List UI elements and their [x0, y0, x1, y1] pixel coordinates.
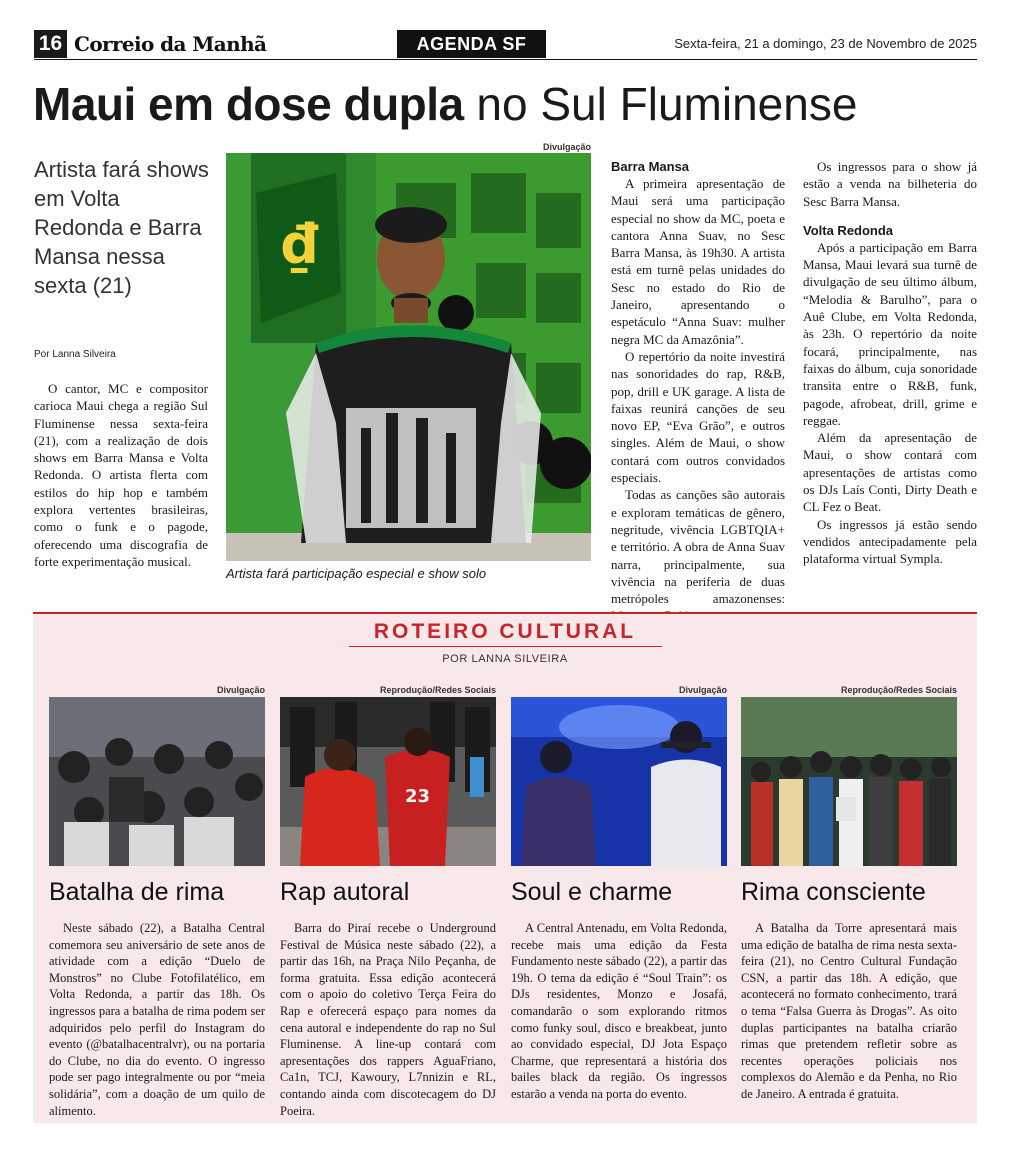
header-date: Sexta-feira, 21 a domingo, 23 de Novembro de 2025 — [674, 36, 977, 51]
card-photo-soul — [511, 697, 727, 866]
paragraph: Os ingressos para o show já estão a venda na bilheteria do Sesc Barra Mansa. — [803, 159, 977, 209]
card-credit: Divulgação — [216, 685, 265, 695]
card-photo-batalha — [49, 697, 265, 866]
page-number: 16 — [34, 30, 67, 58]
paragraph: Todas as canções são autorais e exploram temáticas de gênero, negritude, vivência LGBTQIA+ e território. A obra de Anna Suav narra, principalmente, sua vivência na periferia de duas metrópoles amazonenses: — [611, 487, 785, 607]
lead-column — [34, 380, 208, 570]
photo-credit: Divulgação — [542, 142, 591, 152]
roteiro-byline: POR LANNA SILVEIRA — [442, 653, 568, 665]
card-title: Batalha de rima — [49, 878, 225, 906]
roteiro-rule — [349, 646, 662, 647]
main-photo-illustration — [226, 153, 591, 561]
photo-caption: Artista fará participação especial e show solo — [226, 566, 487, 581]
card-photo-rima — [741, 697, 957, 866]
main-photo — [226, 153, 591, 561]
subhead-barra-mansa: Barra Mansa — [611, 159, 690, 174]
card-text — [280, 920, 496, 1119]
card-paragraph: A Batalha da Torre apresentará mais uma edição de batalha de rima nesta sexta-feira (21), no Centro Cultural Fundação CSN, a partir das 18h. A edição, que acontecerá no formato conhecimento, trará o tema “Falsa Guerra às Drogas”. As oito duplas participantes na batalha criarão rimas que pretendem refletir sobre as recentes operações policiais nos complexos do Alemão e da Penha, no Rio de Janeiro. A entrada é gratuita. — [741, 921, 957, 1101]
card-photo-rap — [280, 697, 496, 866]
card-paragraph: A Central Antenadu, em Volta Redonda, recebe mais uma edição da Festa Fundamento neste sábado (22), a partir das 19h. O tema da edição é “Soul Train”: os DJs residentes, Monzo e Josafá, comandarão o som explorando ritmos como funky soul, disco e breakbeat, junto ao convidado especial, DJ Jota Espaço Charme, que representará a história dos bailes black da região. Os ingressos estarão a venda na porta do evento. — [511, 921, 727, 1101]
paragraph: Além da apresentação de Maui, o show contará com apresentações de artistas como os DJs Laís Conti, Dirty Death e CL Fez o Beat. — [803, 430, 977, 515]
card-credit: Reprodução/Redes Sociais — [379, 685, 496, 695]
barra-mansa-column — [611, 158, 785, 625]
paragraph: A primeira apresentação de Maui será uma participação especial no show da MC, poeta e cantora Anna Suav, no Sesc Barra Mansa, às 19h30. A artista está em turnê pelas unidades do Sesc no estado do Rio de Janeiro, apresentando o espetáculo “Anna Suav: mulher negra MC da Amazônia”. — [611, 176, 785, 347]
card-text — [49, 920, 265, 1119]
paragraph: Os ingressos já estão sendo vendidos antecipadamente pela plataforma virtual Sympla. — [803, 516, 977, 567]
svg-text:23: 23 — [405, 786, 431, 807]
header-rule — [34, 59, 977, 60]
masthead: Correio da Manhã — [74, 32, 267, 56]
byline: Por Lanna Silveira — [34, 349, 116, 360]
card-text — [511, 920, 727, 1103]
headline-strong: Maui em dose dupla — [33, 78, 464, 130]
paragraph: Após a participação em Barra Mansa, Maui levará sua turnê de divulgação de seu último álbum, “Melodia & Barulho”, para o Auê Clube, em Volta Redonda, às 23h. O repertório da noite focará, principalmente, nas faixas do álbum, cuja sonoridade transita entre o R&B, funk, pagode, afrobeat, drill, grime e reggae. — [803, 239, 977, 428]
rap-photo-illustration — [280, 697, 496, 866]
subhead-volta-redonda: Volta Redonda — [803, 222, 894, 238]
card-credit: Reprodução/Redes Sociais — [840, 685, 957, 695]
rima-photo-illustration — [741, 697, 957, 866]
crowd-photo-illustration — [49, 697, 265, 866]
card-title: Soul e charme — [511, 878, 673, 906]
card-paragraph: Neste sábado (22), a Batalha Central comemora seu aniversário de sete anos de atividade com a edição “Duelo de Monstros” no Clube Fotofilatélico, em Volta Redonda, a partir das 18h. Os ingressos para a batalha de rima podem ser adquiridos pelo perfil do Instagram do evento (@batalhacentralvr), ou na portaria do Clube, no dia do evento. O ingresso pode ser pago integralmente ou por “meia solidária”, com a doação de um quilo de alimento. — [49, 921, 265, 1118]
headline-light: no Sul Fluminense — [476, 78, 858, 130]
card-text — [741, 920, 957, 1103]
headline — [33, 78, 983, 130]
card-title: Rima consciente — [741, 878, 926, 906]
roteiro-title: ROTEIRO CULTURAL — [373, 620, 637, 643]
volta-redonda-column — [803, 158, 977, 568]
soul-photo-illustration — [511, 697, 727, 866]
card-paragraph: Barra do Piraí recebe o Underground Festival de Música neste sábado (22), a partir das 16h, na Praça Nilo Peçanha, de forma gratuita. Essa edição acontecerá com o apoio do coletivo Terça Feira do Rap e oferecerá espaço para nomes da cena autoral e independente do rap no Sul Fluminense. A line-up contará com apresentações dos rappers AguaFriano, Ca1n, TCJ, Kawoury, L7nnizin e RL, contando ainda com discotecagem do DJ Poeira. — [280, 921, 496, 1118]
svg-text:₫: ₫ — [281, 213, 319, 276]
card-title: Rap autoral — [280, 878, 410, 906]
card-credit: Divulgação — [678, 685, 727, 695]
lead-paragraph: O cantor, MC e compositor carioca Maui chega a região Sul Fluminense nessa sexta-feira (21), com a realização de dois shows em Barra Mansa e Volta Redonda. O artista flerta com estilos do hip hop e também explora vertentes brasileiras, como o funk e o pagode, oferecendo uma discografia de forte experimentação musical. — [34, 381, 208, 569]
section-label: AGENDA SF — [397, 30, 546, 58]
paragraph: O repertório da noite investirá nas sonoridades do rap, R&B, pop, drill e UK garage. A lista de faixas reunirá canções de seu novo EP, “Eva Grão”, e outros singles. Além de Maui, o show contará com outros convidados especiais. — [611, 348, 785, 486]
deck: Artista fará shows em Volta Redonda e Barra Mansa nessa sexta (21) — [34, 157, 209, 298]
